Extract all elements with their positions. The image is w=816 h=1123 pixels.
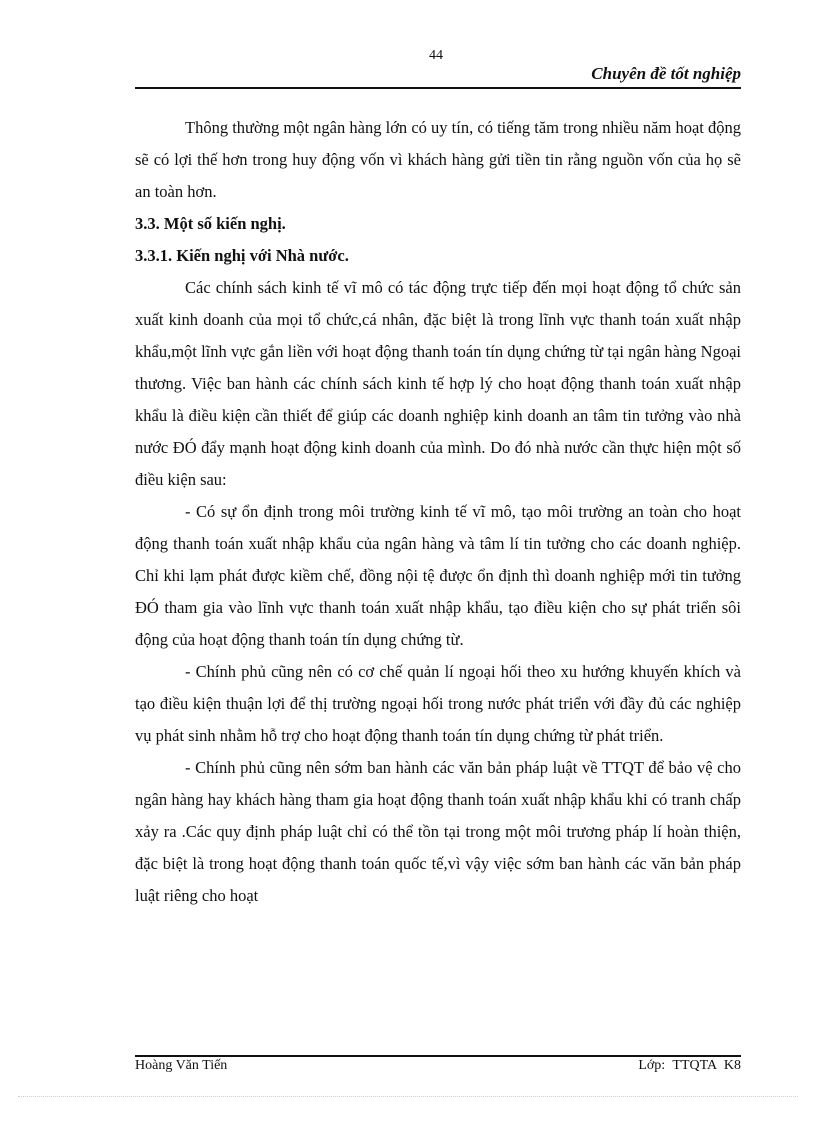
body-paragraph-1: Các chính sách kinh tế vĩ mô có tác động trực tiếp đến mọi hoạt động tổ chức sản xuất kinh doanh của mọi tổ chức,cá nhân, đặc biệt là trong lĩnh vực thanh toán xuất nhập khẩu,một lĩnh vực gắn liền với hoạt động thanh toán tín dụng chứng từ tại ngân hàng Ngoại thương. Việc ban hành các chính sách kinh tế hợp lý cho hoạt động thanh toán xuất nhập khẩu là điều kiện cần thiết để giúp các doanh nghiệp kinh doanh an tâm tin tưởng vào nhà nước ĐÓ đẩy mạnh hoạt động kinh doanh của mình. Do đó nhà nước cần thực hiện một số điều kiện sau: <box>135 278 741 489</box>
body-paragraph-4: - Chính phủ cũng nên sớm ban hành các văn bản pháp luật về TTQT để bảo vệ cho ngân hàng hay khách hàng tham gia hoạt động thanh toán xuất nhập khẩu khi có tranh chấp xảy ra .Các quy định pháp luật chỉ có thể tồn tại trong một môi trương pháp lí hoàn thiện, đặc biệt là trong hoạt động thanh toán quốc tế,vì vậy việc sớm ban hành các văn bản pháp luật riêng cho hoạt <box>135 758 741 905</box>
intro-paragraph: Thông thường một ngân hàng lớn có uy tín, có tiếng tăm trong nhiều năm hoạt động sẽ có lợi thế hơn trong huy động vốn vì khách hàng gửi tiền tin rằng nguồn vốn của họ sẽ an toàn hơn. <box>135 118 741 201</box>
document-header-title: Chuyên đề tốt nghiệp <box>591 64 741 83</box>
page-body <box>135 112 741 912</box>
body-paragraph-2: - Có sự ổn định trong môi trường kinh tế vĩ mô, tạo môi trường an toàn cho hoạt động thanh toán xuất nhập khẩu của ngân hàng và tâm lí tin tưởng cho các doanh nghiệp. Chỉ khi lạm phát được kiềm chế, đồng nội tệ được ổn định thì doanh nghiệp mới tin tưởng ĐÓ tham gia vào lĩnh vực thanh toán xuất nhập khẩu, tạo điều kiện cho sự phát triển sôi động của hoạt động thanh toán tín dụng chứng từ. <box>135 502 741 649</box>
footer-class-label: Lớp: TTQTA K8 <box>638 1058 741 1073</box>
footer-author: Hoàng Văn Tiến <box>135 1058 228 1073</box>
footer-divider <box>135 1055 741 1057</box>
subsection-heading: 3.3.1. Kiến nghị với Nhà nước. <box>135 246 349 265</box>
body-paragraph-3: - Chính phủ cũng nên có cơ chế quản lí ngoại hối theo xu hướng khuyến khích và tạo điều kiện thuận lợi để thị trường ngoại hối trong nước phát triển với đầy đủ các nghiệp vụ phát sinh nhằm hỗ trợ cho hoạt động thanh toán tín dụng chứng từ phát triển. <box>135 662 741 745</box>
page-number: 44 <box>429 48 443 63</box>
header-divider <box>135 87 741 89</box>
section-heading: 3.3. Một số kiến nghị. <box>135 214 286 233</box>
page-bottom-border <box>18 1096 798 1097</box>
